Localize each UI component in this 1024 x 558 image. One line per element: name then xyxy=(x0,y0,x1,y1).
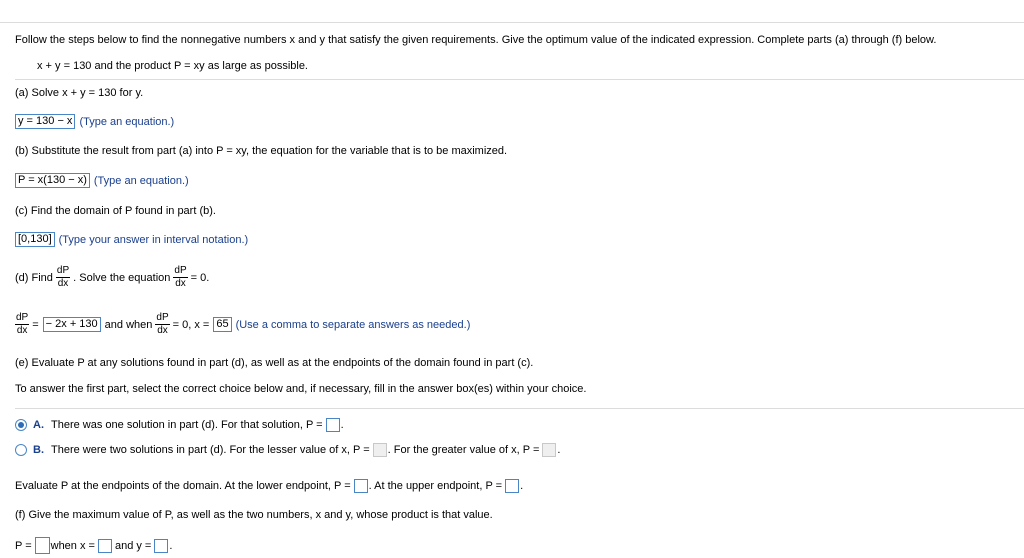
choice-b-radio[interactable] xyxy=(15,444,27,456)
choice-b[interactable] xyxy=(15,443,560,457)
equals-sign: = xyxy=(32,318,39,331)
y-value-input[interactable] xyxy=(154,539,168,553)
requirement-text: x + y = 130 and the product P = xy as large as possible. xyxy=(37,60,308,72)
part-c-answer-row xyxy=(15,232,248,247)
fraction-denominator: dx xyxy=(57,278,69,289)
x-value-input[interactable] xyxy=(98,539,112,553)
part-b-prompt: (b) Substitute the result from part (a) into P = xy, the equation for the variable that is to be maximized. xyxy=(15,145,508,157)
choice-a-radio[interactable] xyxy=(15,419,27,431)
dp-dx-fraction xyxy=(15,313,29,336)
part-b-hint: (Type an equation.) xyxy=(93,174,189,187)
choice-a[interactable] xyxy=(15,418,344,432)
period: . xyxy=(520,480,524,492)
when-x-label: when x = xyxy=(50,539,95,552)
part-a-answer-field[interactable]: y = 130 − x xyxy=(15,114,75,129)
choice-b-letter: B. xyxy=(33,444,44,456)
endpoints-text-1: Evaluate P at the endpoints of the domain. At the lower endpoint, P = xyxy=(15,480,351,492)
and-when-label: and when xyxy=(104,318,153,331)
choice-b-greater-p-input[interactable] xyxy=(542,443,556,457)
fraction-numerator: dP xyxy=(16,312,29,323)
x-equals-label: = 0, x = xyxy=(172,318,210,331)
dp-dx-fraction xyxy=(173,266,187,289)
part-c-answer-field[interactable]: [0,130] xyxy=(15,232,55,247)
part-b-answer-row xyxy=(15,173,189,188)
part-c-hint: (Type your answer in interval notation.) xyxy=(58,233,249,246)
choice-a-text: There was one solution in part (d). For that solution, P = xyxy=(51,419,323,431)
lower-endpoint-p-input[interactable] xyxy=(354,479,368,493)
choice-b-lesser-p-input[interactable] xyxy=(373,443,387,457)
period: . xyxy=(340,419,344,431)
part-d-hint: (Use a comma to separate answers as needed.) xyxy=(235,318,471,331)
max-p-input[interactable] xyxy=(35,537,50,554)
part-d-eq-zero: = 0. xyxy=(190,271,210,284)
fraction-numerator: dP xyxy=(174,265,187,276)
fraction-numerator: dP xyxy=(156,312,169,323)
top-divider xyxy=(0,22,1024,23)
endpoints-text-2: . At the upper endpoint, P = xyxy=(368,480,503,492)
part-d-prompt xyxy=(15,266,209,289)
part-a-hint: (Type an equation.) xyxy=(79,115,175,128)
period: . xyxy=(169,539,173,552)
p-label: P = xyxy=(15,539,32,552)
choice-a-letter: A. xyxy=(33,419,44,431)
fraction-denominator: dx xyxy=(175,278,186,289)
upper-endpoint-p-input[interactable] xyxy=(505,479,519,493)
part-e-instruction: To answer the first part, select the correct choice below and, if necessary, fill in the answer box(es) within your choice. xyxy=(15,383,587,395)
choices-divider xyxy=(15,408,1024,409)
dp-dx-fraction xyxy=(155,313,169,336)
fraction-numerator: dP xyxy=(56,265,70,276)
period: . xyxy=(557,444,561,456)
part-a-prompt: (a) Solve x + y = 130 for y. xyxy=(15,87,144,99)
choice-b-text-1: There were two solutions in part (d). For the lesser value of x, P = xyxy=(51,444,370,456)
x-answer-field[interactable]: 65 xyxy=(213,317,231,332)
part-f-prompt: (f) Give the maximum value of P, as well as the two numbers, x and y, whose product is that value. xyxy=(15,509,493,521)
part-d-solve-label: . Solve the equation xyxy=(73,271,171,284)
choice-b-text-2: . For the greater value of x, P = xyxy=(387,444,540,456)
fraction-denominator: dx xyxy=(16,325,28,336)
part-a-answer-row xyxy=(15,114,174,129)
part-b-answer-field[interactable]: P = x(130 − x) xyxy=(15,173,90,188)
part-e-prompt: (e) Evaluate P at any solutions found in part (d), as well as at the endpoints of the domain found in part (c). xyxy=(15,357,534,369)
fraction-denominator: dx xyxy=(157,325,168,336)
part-d-find-label: (d) Find xyxy=(15,271,53,284)
dp-dx-fraction xyxy=(56,266,70,289)
part-c-prompt: (c) Find the domain of P found in part (b). xyxy=(15,205,216,217)
derivative-answer-field[interactable]: − 2x + 130 xyxy=(43,317,101,332)
endpoints-row xyxy=(15,479,523,493)
choice-a-p-input[interactable] xyxy=(326,418,340,432)
intro-divider xyxy=(15,79,1024,80)
intro-text: Follow the steps below to find the nonnegative numbers x and y that satisfy the given requirements. Give the optimum value of the indicated expression. Complete parts (a) through (f) below. xyxy=(15,34,937,46)
and-y-label: and y = xyxy=(114,539,152,552)
part-d-answer-row xyxy=(15,313,470,336)
part-f-answer-row xyxy=(15,537,172,554)
